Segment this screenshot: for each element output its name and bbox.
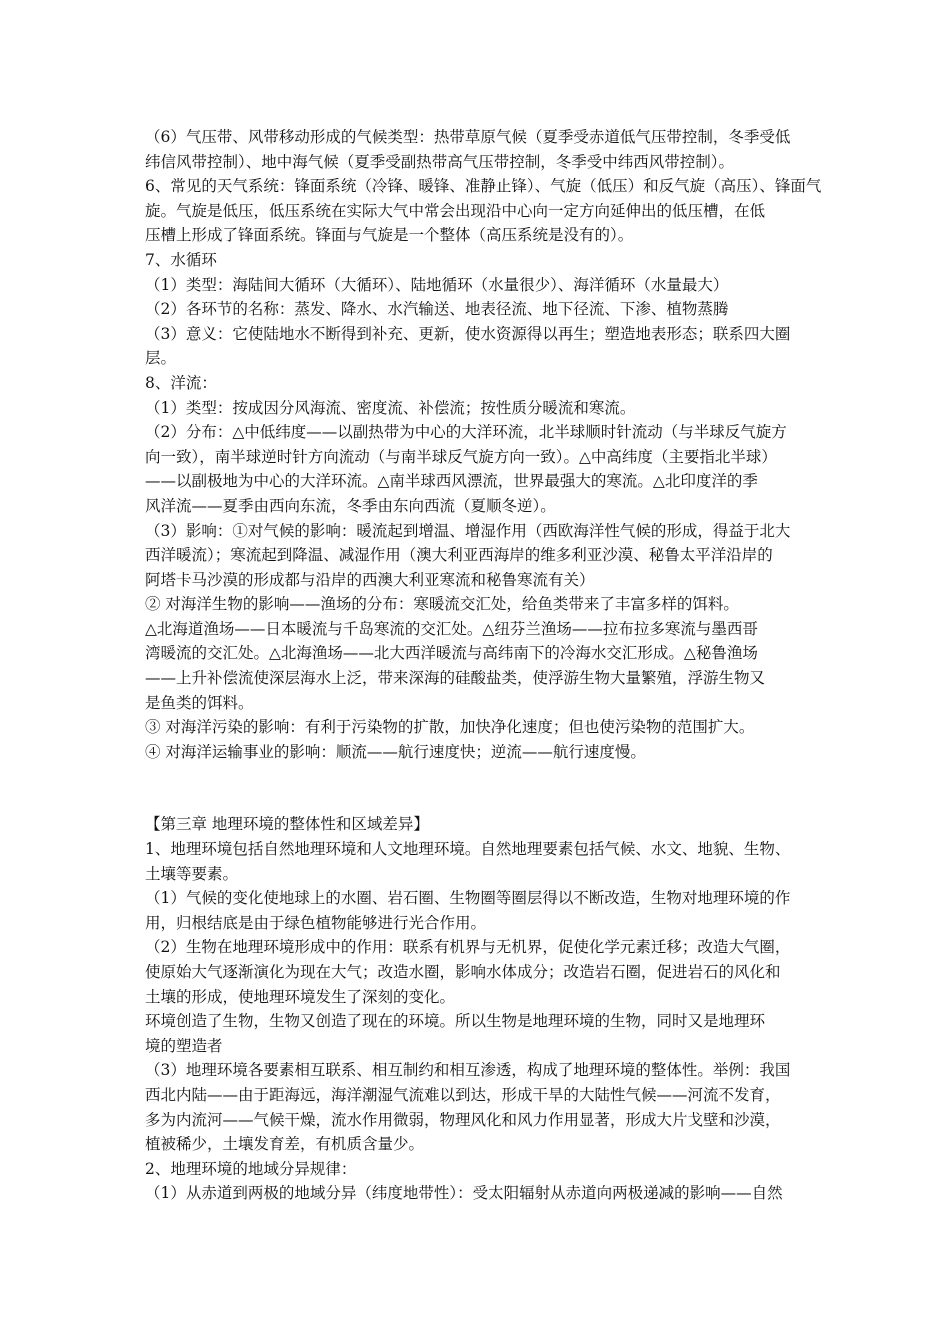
text-line: 使原始大气逐渐演化为现在大气；改造水圈，影响水体成分；改造岩石圈，促进岩石的风化和 — [145, 963, 781, 981]
text-line: （3）影响：①对气候的影响：暖流起到增温、增湿作用（西欧海洋性气候的形成，得益于北大 — [145, 521, 791, 540]
text-line: 土壤等要素。 — [145, 864, 239, 883]
text-line: （3）地理环境各要素相互联系、相互制约和相互渗透，构成了地理环境的整体性。举例：我国 — [145, 1061, 791, 1080]
text-line: ④ 对海洋运输事业的影响：顺流——航行速度快；逆流——航行速度慢。 — [145, 742, 646, 761]
section-spacer — [145, 764, 815, 812]
text-line: 阿塔卡马沙漠的形成都与沿岸的西澳大利亚寒流和秘鲁寒流有关） — [145, 570, 595, 589]
text-line: ③ 对海洋污染的影响：有利于污染物的扩散，加快净化速度；但也使污染物的范围扩大。 — [145, 718, 755, 737]
text-line: 层。 — [145, 349, 177, 368]
text-line: （2）分布：△中低纬度——以副热带为中心的大洋环流，北半球顺时针流动（与半球反气旋方 — [145, 423, 787, 442]
heading-ocean-currents: 8、洋流： — [145, 373, 217, 392]
text-line: ——以副极地为中心的大洋环流。△南半球西风漂流，世界最强大的寒流。△北印度洋的季 — [145, 472, 758, 491]
text-line: ——上升补偿流使深层海水上泛，带来深海的硅酸盐类，使浮游生物大量繁殖，浮游生物又 — [145, 669, 766, 688]
text-line: 是鱼类的饵料。 — [145, 693, 254, 712]
text-line: 6、常见的天气系统：锋面系统（冷锋、暖锋、准静止锋）、气旋（低压）和反气旋（高压）、锋面气 — [145, 177, 822, 196]
text-line: （3）意义：它使陆地水不断得到补充、更新，使水资源得以再生；塑造地表形态；联系四大圈 — [145, 324, 791, 343]
text-line: 境的塑造者 — [145, 1036, 223, 1055]
document-page — [145, 125, 822, 1206]
text-line: 1、地理环境包括自然地理环境和人文地理环境。自然地理要素包括气候、水文、地貌、生物、 — [145, 840, 791, 859]
section-atmosphere-ocean — [145, 125, 822, 764]
text-line: 旋。气旋是低压，低压系统在实际大气中常会出现沿中心向一定方向延伸出的低压槽，在低 — [145, 201, 766, 220]
chapter-heading: 【第三章 地理环境的整体性和区域差异】 — [145, 815, 429, 834]
text-line: 湾暖流的交汇处。△北海渔场——北大西洋暖流与高纬南下的冷海水交汇形成。△秘鲁渔场 — [145, 644, 758, 663]
text-line: ② 对海洋生物的影响——渔场的分布：寒暖流交汇处，给鱼类带来了丰富多样的饵料。 — [145, 595, 739, 614]
text-line: 西北内陆——由于距海远，海洋潮湿气流难以到达，形成干旱的大陆性气候——河流不发育， — [145, 1085, 781, 1104]
text-line: 用，归根结底是由于绿色植物能够进行光合作用。 — [145, 913, 487, 932]
text-line: 土壤的形成，使地理环境发生了深刻的变化。 — [145, 987, 456, 1006]
text-line: 植被稀少，土壤发育差，有机质含量少。 — [145, 1135, 425, 1154]
text-line: （1）类型：按成因分风海流、密度流、补偿流；按性质分暖流和寒流。 — [145, 398, 636, 417]
text-line: 环境创造了生物，生物又创造了现在的环境。所以生物是地理环境的生物，同时又是地理环 — [145, 1012, 766, 1031]
text-line: （1）从赤道到两极的地域分异（纬度地带性）：受太阳辐射从赤道向两极递减的影响——自然 — [145, 1184, 783, 1203]
text-line: 向一致），南半球逆时针方向流动（与南半球反气旋方向一致）。△中高纬度（主要指北半球） — [145, 447, 777, 466]
text-line: 风洋流——夏季由西向东流，冬季由东向西流（夏顺冬逆）。 — [145, 496, 556, 515]
heading-water-cycle: 7、水循环 — [145, 250, 217, 269]
text-line: 纬信风带控制）、地中海气候（夏季受副热带高气压带控制，冬季受中纬西风带控制）。 — [145, 152, 735, 171]
text-line: △北海道渔场——日本暖流与千岛寒流的交汇处。△纽芬兰渔场——拉布拉多寒流与墨西哥 — [145, 619, 758, 638]
text-line: 压槽上形成了锋面系统。锋面与气旋是一个整体（高压系统是没有的）。 — [145, 226, 634, 245]
text-line: （1）类型：海陆间大循环（大循环）、陆地循环（水量很少）、海洋循环（水量最大） — [145, 275, 729, 294]
text-line: （2）各环节的名称：蒸发、降水、水汽输送、地表径流、地下径流、下渗、植物蒸腾 — [145, 300, 729, 319]
heading-zonal-differentiation: 2、地理环境的地域分异规律： — [145, 1159, 357, 1178]
section-chapter-three — [145, 812, 815, 1206]
text-line: （2）生物在地理环境形成中的作用：联系有机界与无机界，促使化学元素迁移；改造大气圈， — [145, 938, 791, 957]
text-line: 西洋暖流）；寒流起到降温、减湿作用（澳大利亚西海岸的维多利亚沙漠、秘鲁太平洋沿岸的 — [145, 546, 773, 565]
text-line: 多为内流河——气候干燥，流水作用微弱，物理风化和风力作用显著，形成大片戈壁和沙漠， — [145, 1110, 781, 1129]
text-line: （1）气候的变化使地球上的水圈、岩石圈、生物圈等圈层得以不断改造，生物对地理环境的作 — [145, 889, 791, 908]
text-line: （6）气压带、风带移动形成的气候类型：热带草原气候（夏季受赤道低气压带控制，冬季受低 — [145, 128, 791, 146]
